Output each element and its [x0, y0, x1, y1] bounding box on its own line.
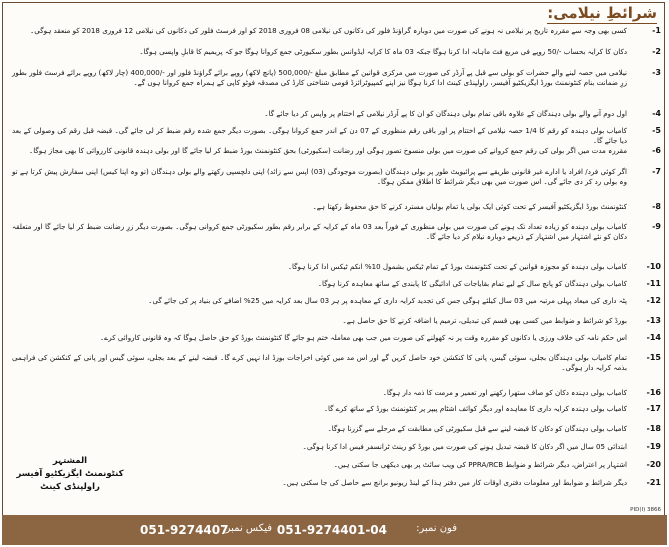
phone-label: فون نمبر:	[416, 523, 457, 534]
term-item	[6, 47, 663, 57]
term-item	[6, 279, 663, 289]
term-number: -20	[646, 460, 661, 469]
term-text: کامیاب بولی دہندہ دکان کو صاف ستھرا رکھنے اور تعمیر و مرمت کا ذمہ دار ہوگا۔	[382, 388, 627, 397]
term-text: ابتدائی 05 سال میں اگر دکان کا قبضہ تبدیل ہونے کی صورت میں بورڈ کو رینٹ ٹرانسفر فیس ادا کرنا ہوگی۔	[302, 442, 627, 451]
term-number: -12	[646, 296, 661, 305]
term-number: -8	[652, 202, 661, 211]
term-number: -21	[646, 478, 661, 487]
term-text: اول دوم آنے والے بولی دہندگان کے علاوہ باقی تمام بولی دہندگان کو ان کا پے آرڈر نیلامی کے اختتام پر واپس کر دیا جائے گا۔	[264, 109, 627, 118]
term-item	[6, 333, 663, 343]
term-number: -2	[652, 47, 661, 56]
term-text: دیگر شرائط و ضوابط اور معلومات دفتری اوقات کار میں دفتر ہذا کے لینڈ ریونیو برانچ سے حاصل کی جا سکتی ہیں۔	[282, 478, 627, 487]
fax-label: فیکس نمبر:	[222, 523, 272, 534]
term-number: -14	[646, 333, 661, 342]
term-text: اگر کوئی فرد/ افراد یا ادارے غیر قانونی طریقے سے پرائیویٹ طور پر بولی دہندگان (بصورت موجودگی (03) اپس سے زائد) اپنی دلچسپی رکھتے والے بولی دہندگان (تو وہ اپنا کیس) اپنی سفارش پیش کرتا ہے تو وہ بولی رد کر دی جائے گی۔ اس صورت میں بھی دیگر شرائط کا اطلاق ممکن ہوگا۔	[12, 167, 627, 186]
term-number: -18	[646, 424, 661, 433]
term-number: -7	[652, 167, 661, 176]
term-item	[6, 222, 663, 242]
term-number: -19	[646, 442, 661, 451]
term-text: کامیاب بولی دہندہ کو مجوزہ قوانین کے تحت کنٹونمنٹ بورڈ کے تمام ٹیکس بشمول 10% انکم ٹیکس ادا کرنا ہوگا۔	[287, 262, 627, 271]
term-number: -16	[646, 388, 661, 397]
term-number: -10	[646, 262, 661, 271]
term-number: -15	[646, 353, 661, 362]
term-text: کامیاب بولی دہندگان کو پانچ سال کے لیے تمام بقایاجات کی ادائیگی کا پابندی کے ساتھ معاہدہ کرنا ہوگا۔	[317, 279, 627, 288]
contact-footer	[2, 515, 667, 545]
pid-code: PID(I) 3866	[630, 507, 661, 513]
term-item	[6, 296, 663, 306]
term-item	[6, 404, 663, 414]
notice-title: شرائطِ نیلامی:	[547, 4, 657, 22]
term-item	[6, 26, 663, 36]
term-item	[6, 202, 663, 212]
phone-number: 051-9274401-04	[276, 523, 387, 537]
signature-advertiser: المشتہر	[52, 456, 88, 466]
term-item	[6, 442, 663, 452]
term-number: -13	[646, 316, 661, 325]
term-item	[6, 109, 663, 119]
terms-list	[6, 26, 663, 496]
term-item	[6, 262, 663, 272]
term-text: اشتہار پر اعتراض، دیگر شرائط و ضوابط PPRA/RCB کی ویب سائٹ پر بھی دیکھی جا سکتی ہیں۔	[333, 460, 627, 469]
fax-number: 051-9274407	[140, 523, 229, 537]
signature-location: راولپنڈی کینٹ	[40, 482, 100, 492]
term-text: پٹہ داری کی میعاد پہلی مرتبہ میں 03 سال کیلئے ہوگی جس کی تجدید کرایہ داری کے معاہدہ پر ہر 03 سال بعد کرایہ میں 25% اضافے کی بنیاد پر کی جائے گی۔	[148, 296, 627, 305]
term-text: کامیاب بولی دہندہ کرایہ داری کا معاہدہ اور دیگر کوائف اشٹام پیپر پر کنٹونمنٹ بورڈ کے ساتھ کرے گا۔	[323, 404, 627, 413]
term-text: مقررہ مدت میں اگر بولی کی رقم جمع کروانے کی صورت میں بولی منسوخ تصور ہوگی اور رضانت (سکیورٹی) بحق کنٹونمنٹ بورڈ ضبط کر لیا جائے گا اور بولی دہندہ قانونی کارروائی کا بھی مجاز ہوگا۔	[29, 146, 627, 155]
term-text: کامیاب بولی دہندہ کو زیادہ تعداد تک ہونے کی صورت میں بولی منظوری کے فوراً بعد 03 ماہ کے کرایہ کے برابر رقم بطور سکیورٹی جمع کروانی ہوگی۔ بصورت دیگر زرِ رضانت ضبط کر لیا جائے گا اور متعلقہ دکان کو نئے اشتہار میں اشتہار کے ذریعے دوبارہ نیلام کر دیا جائے گا۔	[12, 222, 627, 241]
term-number: -5	[652, 126, 661, 135]
term-item	[6, 353, 663, 373]
term-number: -1	[652, 26, 661, 35]
term-text: نیلامی میں حصہ لینے والے حضرات کو بولی سے قبل پے آرڈر کی صورت میں مرکزی قوانین کے مطابق مبلغ -/500,000 (پانچ لاکھ) روپے برائے گراؤنڈ فلور اور -/400,000 (چار لاکھ) روپے برائے فرسٹ فلور بطور زرِ ضمانت بنام کنٹونمنٹ بورڈ ایگزیکٹیو آفیسر، راولپنڈی کینٹ ادا کرنا ہوگا نیز اپنے کمپیوٹرائزڈ قومی شناختی کارڈ کی مصدقہ فوٹو کاپی کے ہمراہ جمع کروانا ہوں گے۔	[12, 68, 627, 87]
signature-officer: کنٹونمنٹ ایگزیکٹیو آفیسر	[16, 469, 124, 479]
term-item	[6, 126, 663, 146]
term-text: بورڈ کو شرائط و ضوابط میں کسی بھی قسم کی تبدیلی، ترمیم یا اضافہ کرنے کا حق حاصل ہے۔	[342, 316, 627, 325]
term-text: اس حکم نامہ کی خلاف ورزی یا دکانوں کو مقررہ وقت پر نہ کھولنے کی صورت میں جب بھی معاملہ ختم ہو جائے گا کنٹونمنٹ بورڈ کو حق حاصل ہوگا کہ وہ قانونی کاروائی کرے۔	[99, 333, 627, 342]
term-item	[6, 68, 663, 88]
term-text: کسی بھی وجہ سے مقررہ تاریخ پر نیلامی نہ ہونے کی صورت میں دوبارہ گراؤنڈ فلور کی دکانوں کی نیلامی 08 فروری 2018 کو اور فرسٹ فلور کی دکانوں کی نیلامی 12 فروری 2018 کو منعقد ہوگی۔	[30, 26, 627, 35]
term-text: کنٹونمنٹ بورڈ ایگزیکٹیو آفیسر کے تحت کوئی ایک بولی یا تمام بولیاں مسترد کرنے کا حق محفوظ رکھتا ہے۔	[312, 202, 627, 211]
term-text: تمام کامیاب بولی دہندگان بجلی، سوئی گیس، پانی کا کنکشن خود حاصل کریں گے اور اس مد میں کوئی اخراجات بورڈ ادا نہیں کرے گا۔ قبضہ لینے کے بعد بجلی، سوئی گیس اور پانی کے کنکشن کی فراہمی بذمہ کرایہ دار ہوگی۔	[12, 353, 627, 372]
term-item	[6, 424, 663, 434]
term-number: -9	[652, 222, 661, 231]
signature-block	[10, 455, 130, 494]
term-item	[6, 388, 663, 398]
term-number: -4	[652, 109, 661, 118]
term-number: -11	[646, 279, 661, 288]
term-item	[6, 316, 663, 326]
term-text: کامیاب بولی دہندگان کو دکان کا قبضہ لینے سے قبل سکیورٹی کی مطابقت کے مرحلے سے گزرنا ہوگا۔	[327, 424, 627, 433]
term-number: -6	[652, 146, 661, 155]
term-number: -17	[646, 404, 661, 413]
term-item	[6, 146, 663, 156]
term-text: کامیاب بولی دہندہ کو رقم کا 1/4 حصہ نیلامی کے اختتام پر اور باقی رقم منظوری کے 07 دن کے اندر جمع کروانا ہوگی۔ بصورت دیگر جمع شدہ رقم ضبط کر لی جائے گی۔ قبضہ قبل رقم کی وصولی کے بعد دیا جائے گا۔	[12, 126, 627, 145]
term-text: دکان کا کرایہ بحساب -/50 روپے فی مربع فٹ ماہانہ ادا کرنا ہوگا جبکہ 03 ماہ کا کرایہ ایڈوانس بطور سکیورٹی جمع کروانا ہوگا جو کہ پریمیم کا قابلِ واپسی ہوگا۔	[139, 47, 627, 56]
term-item	[6, 167, 663, 187]
term-number: -3	[652, 68, 661, 77]
